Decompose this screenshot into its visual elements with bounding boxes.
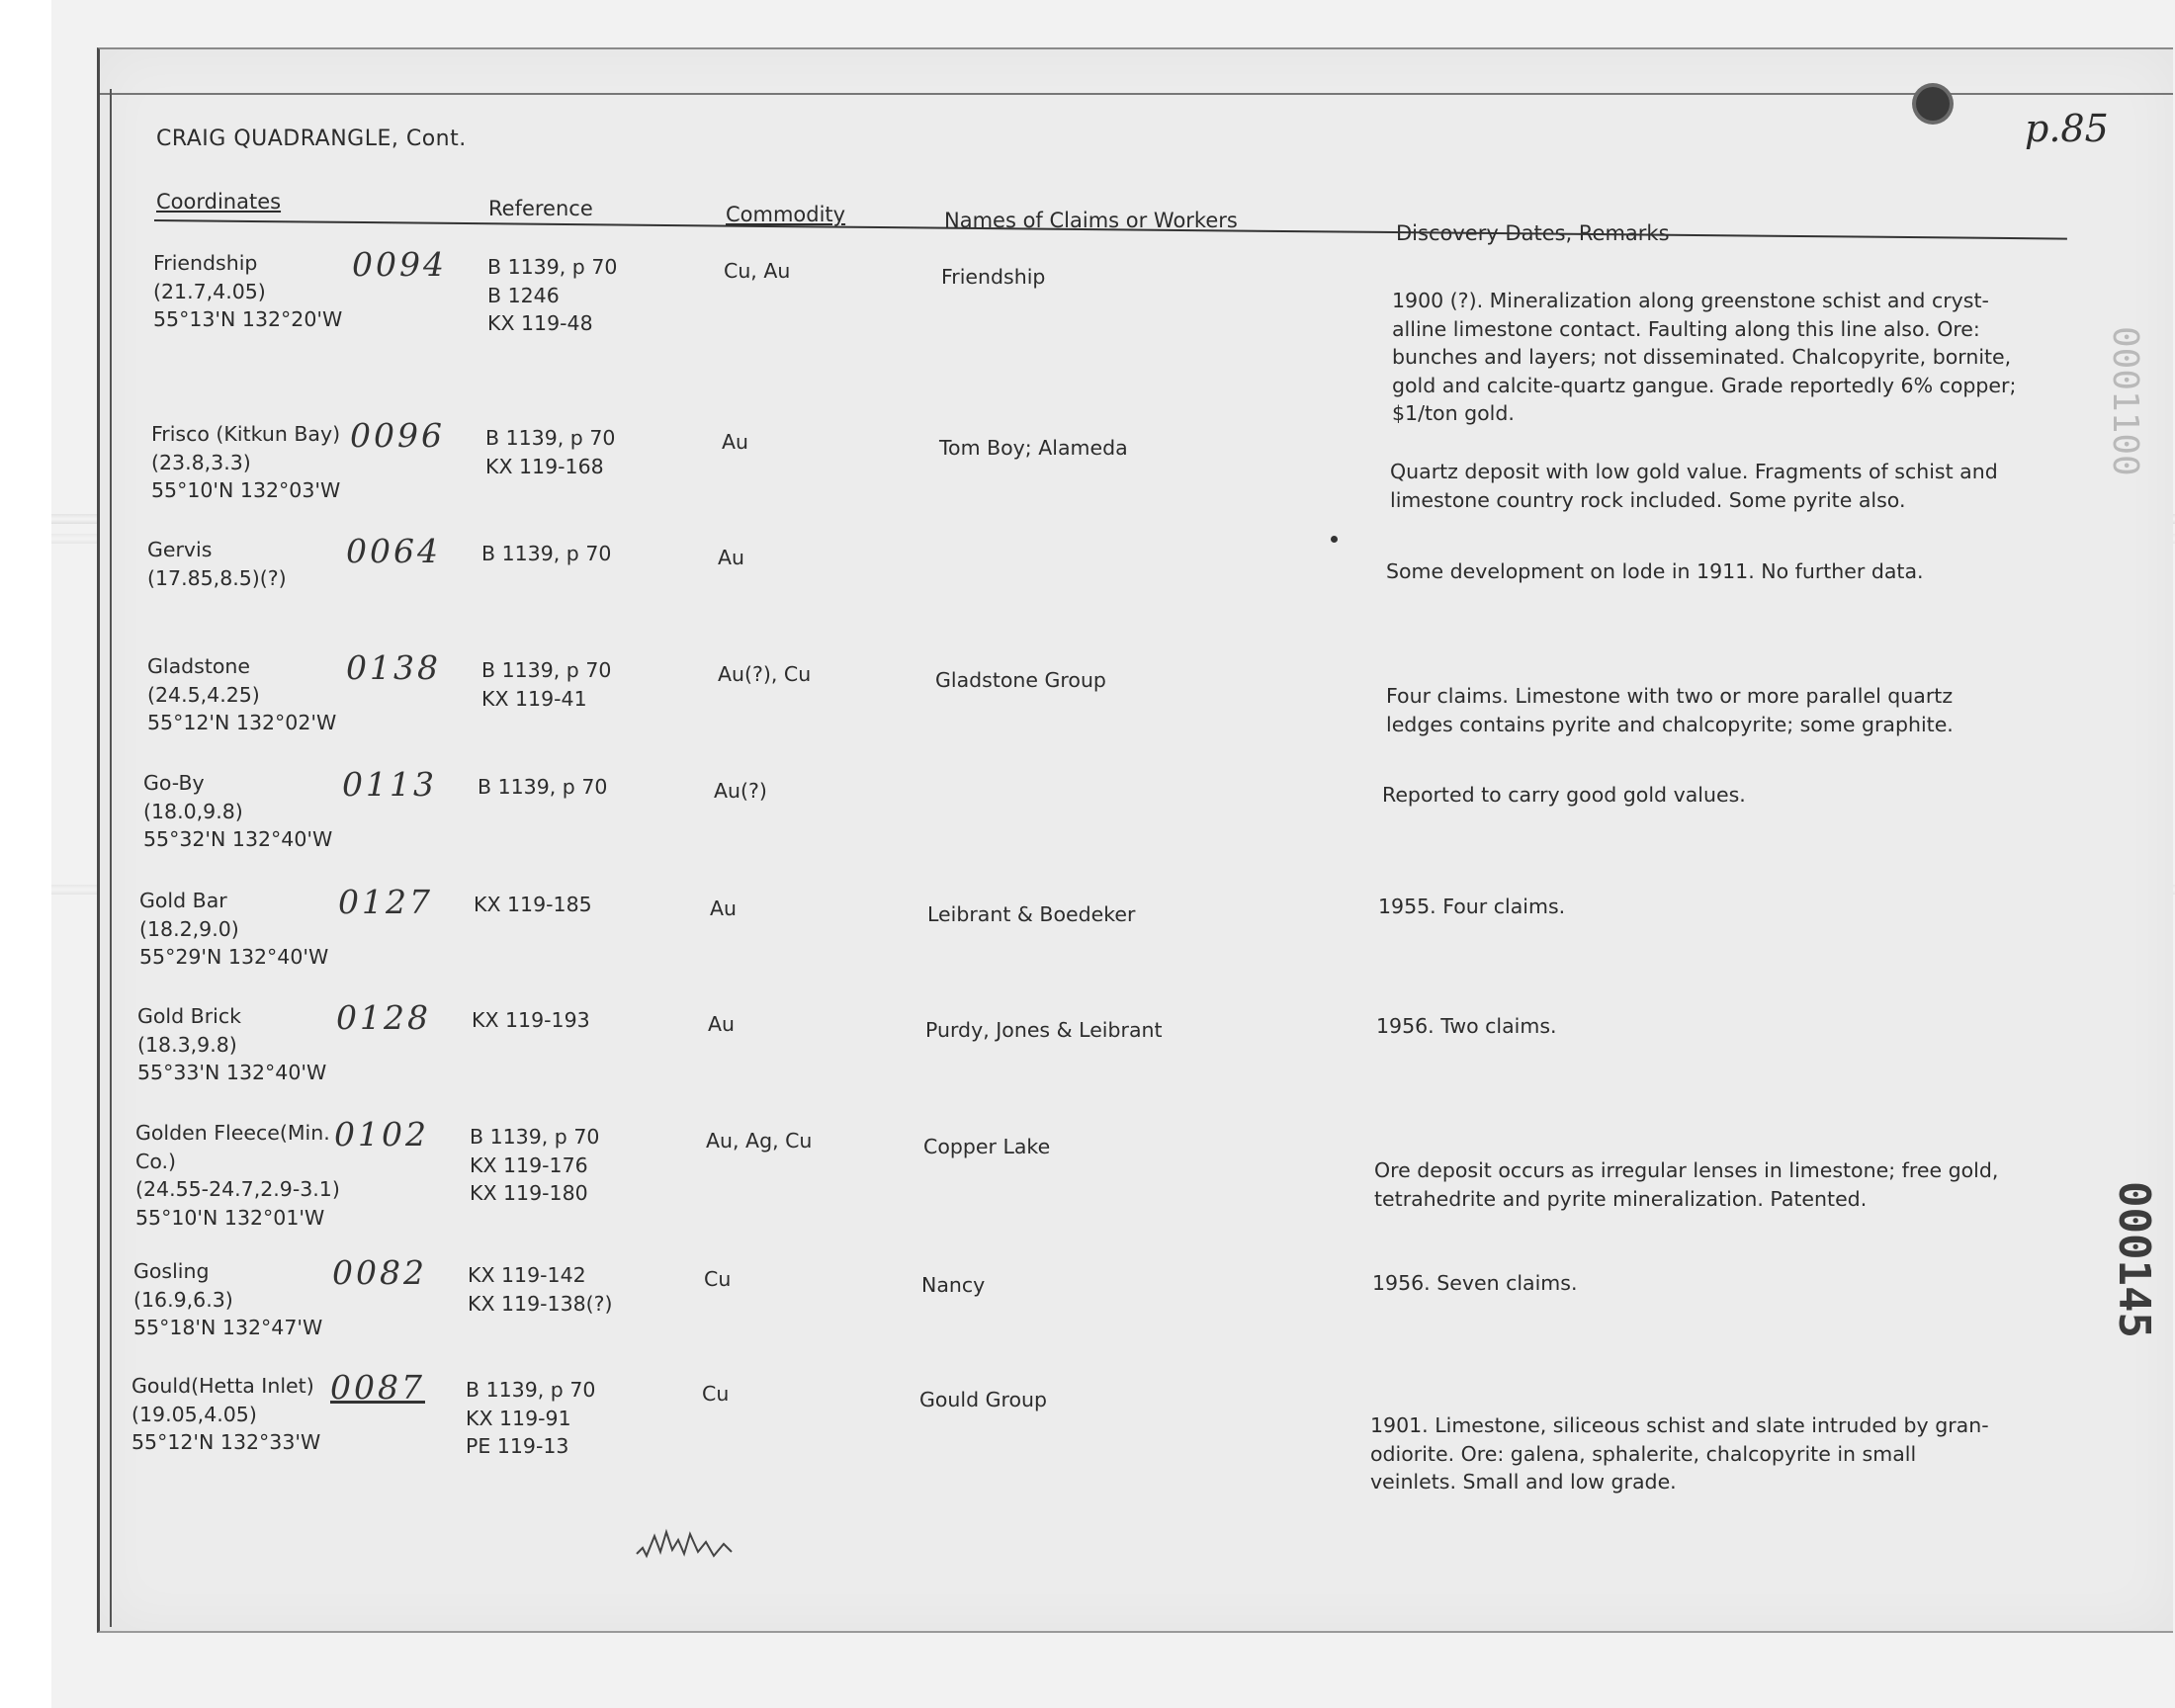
header-commodity: Commodity — [726, 203, 846, 226]
row-remarks: 1901. Limestone, siliceous schist and slate intruded by gran- odiorite. Ore: galena, sphalerite, chalcopyrite in small veinlets. Small and low grade. — [1370, 1413, 1989, 1494]
faint-vertical-stamp: 0001100 — [2105, 326, 2145, 476]
page-title: CRAIG QUADRANGLE, Cont. — [156, 127, 467, 151]
scan-margin — [0, 0, 51, 1708]
row-commodity: Cu — [702, 1382, 730, 1406]
row-reference: B 1139, p 70 — [478, 775, 608, 799]
header-coordinates: Coordinates — [156, 190, 282, 214]
row-remarks: Ore deposit occurs as irregular lenses in limestone; free gold, tetrahedrite and pyrite mineralization. Patented. — [1374, 1158, 1999, 1211]
row-commodity: Au(?), Cu — [718, 662, 812, 686]
row-reference: B 1139, p 70 KX 119-168 — [485, 426, 616, 478]
row-claim-names: Leibrant & Boedeker — [927, 902, 1136, 926]
row-map-code: 0082 — [332, 1253, 427, 1292]
row-map-code: 0094 — [352, 245, 447, 284]
row-remarks: Some development on lode in 1911. No further data. — [1386, 559, 1924, 583]
header-names: Names of Claims or Workers — [944, 209, 1238, 232]
row-reference: B 1139, p 70 KX 119-176 KX 119-180 — [470, 1125, 600, 1205]
row-remarks: 1956. Two claims. — [1376, 1014, 1557, 1038]
row-commodity: Cu, Au — [724, 259, 791, 283]
row-claim-names: Gladstone Group — [935, 668, 1106, 692]
row-reference: B 1139, p 70 B 1246 KX 119-48 — [487, 255, 618, 335]
row-commodity: Au — [710, 897, 738, 920]
sheet-top-rule — [100, 93, 2173, 95]
row-reference: KX 119-193 — [472, 1008, 590, 1032]
row-claim-names: Friendship — [941, 265, 1046, 289]
row-coordinates: Go-By (18.0,9.8) 55°32'N 132°40'W — [143, 771, 333, 851]
row-claim-names: Tom Boy; Alameda — [939, 436, 1128, 460]
row-coordinates: Golden Fleece(Min. Co.) (24.55-24.7,2.9-3.1) 55°10'N 132°01'W — [135, 1121, 340, 1230]
row-map-code: 0064 — [346, 532, 441, 570]
row-commodity: Au(?) — [714, 779, 767, 803]
row-claim-names: Gould Group — [919, 1388, 1048, 1411]
row-coordinates: Friendship (21.7,4.05) 55°13'N 132°20'W — [153, 251, 343, 331]
sheet-left-rule — [110, 89, 112, 1627]
row-map-code: 0087 — [330, 1368, 425, 1407]
row-map-code: 0138 — [346, 648, 441, 687]
row-remarks: 1956. Seven claims. — [1372, 1271, 1578, 1295]
punch-hole-mark — [1916, 87, 1950, 121]
row-coordinates: Frisco (Kitkun Bay) (23.8,3.3) 55°10'N 132°03'W — [151, 422, 341, 502]
row-reference: B 1139, p 70 KX 119-41 — [481, 658, 612, 711]
row-map-code: 0127 — [338, 883, 433, 921]
row-map-code: 0102 — [334, 1115, 429, 1153]
row-commodity: Cu — [704, 1267, 732, 1291]
row-claim-names: Nancy — [921, 1273, 986, 1297]
row-reference: KX 119-185 — [474, 893, 592, 916]
row-reference: KX 119-142 KX 119-138(?) — [468, 1263, 613, 1316]
vertical-file-stamp: 000145 — [2109, 1181, 2159, 1338]
row-coordinates: Gold Bar (18.2,9.0) 55°29'N 132°40'W — [139, 889, 329, 969]
row-remarks: Reported to carry good gold values. — [1382, 783, 1746, 807]
row-reference: B 1139, p 70 KX 119-91 PE 119-13 — [466, 1378, 596, 1458]
row-commodity: Au — [718, 546, 745, 569]
row-remarks: 1955. Four claims. — [1378, 895, 1566, 918]
row-coordinates: Gladstone (24.5,4.25) 55°12'N 132°02'W — [147, 654, 337, 734]
row-map-code: 0096 — [350, 416, 445, 455]
row-reference: B 1139, p 70 — [481, 542, 612, 565]
row-commodity: Au — [708, 1012, 736, 1036]
row-coordinates: Gervis (17.85,8.5)(?) — [147, 538, 287, 590]
row-remarks: Quartz deposit with low gold value. Fragments of schist and limestone country rock included. Some pyrite also. — [1390, 460, 1998, 512]
row-map-code: 0128 — [336, 998, 431, 1037]
speck — [1331, 536, 1338, 543]
row-coordinates: Gold Brick (18.3,9.8) 55°33'N 132°40'W — [137, 1004, 327, 1084]
row-claim-names: Copper Lake — [923, 1135, 1051, 1158]
page-number-handwritten: p.85 — [2025, 107, 2109, 150]
header-reference: Reference — [488, 197, 593, 220]
row-claim-names: Purdy, Jones & Leibrant — [925, 1018, 1163, 1042]
row-commodity: Au — [722, 430, 749, 454]
row-coordinates: Gosling (16.9,6.3) 55°18'N 132°47'W — [133, 1259, 323, 1339]
row-map-code: 0113 — [342, 765, 437, 804]
scribble-mark — [633, 1522, 751, 1562]
row-remarks: Four claims. Limestone with two or more parallel quartz ledges contains pyrite and chalcopyrite; some graphite. — [1386, 684, 1954, 736]
row-commodity: Au, Ag, Cu — [706, 1129, 813, 1153]
row-remarks: 1900 (?). Mineralization along greenstone schist and cryst- alline limestone contact. Faulting along this line also. Ore: bunches and layers; not disseminated. Chalcopyrite, bornite, gold and calcite-quartz gangue. Grade reportedly 6% copper; $1/ton gold. — [1392, 289, 2017, 425]
row-coordinates: Gould(Hetta Inlet) (19.05,4.05) 55°12'N 132°33'W — [131, 1374, 321, 1454]
